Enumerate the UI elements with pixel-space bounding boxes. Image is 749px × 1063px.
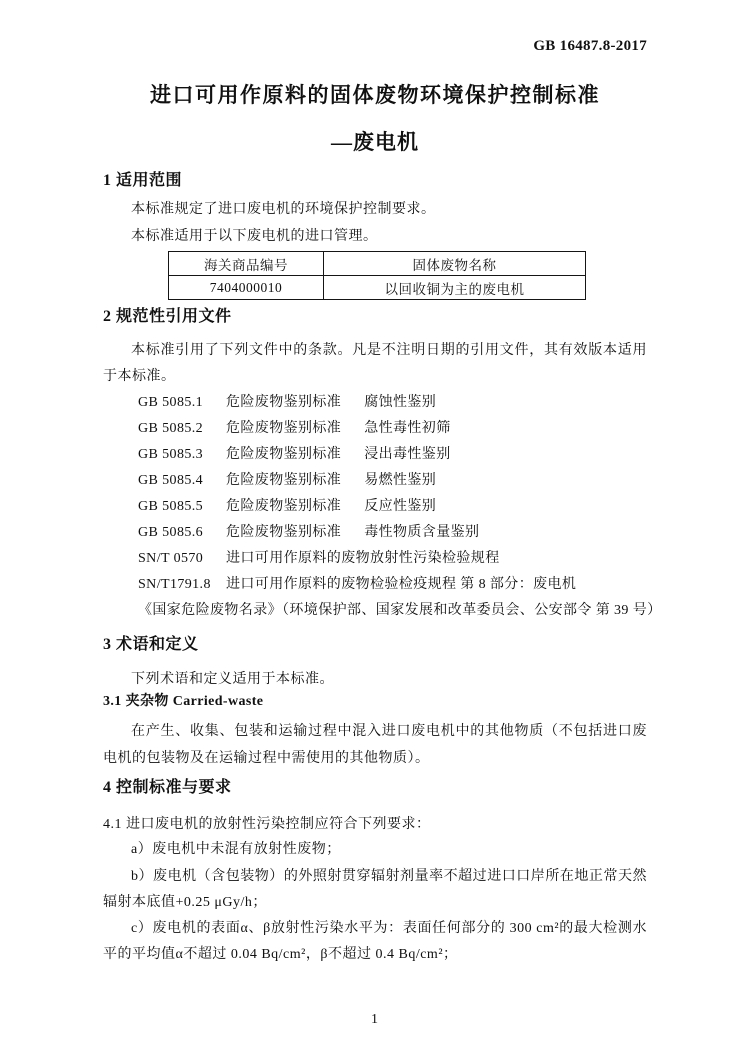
section1-paragraph1: 本标准规定了进口废电机的环境保护控制要求。	[131, 202, 436, 217]
reference-part: 急性毒性初筛	[364, 421, 451, 436]
section1-heading: 1 适用范围	[103, 172, 183, 189]
reference-name: 危险废物鉴别标准	[226, 421, 342, 436]
clause-4-1: 4.1 进口废电机的放射性污染控制应符合下列要求：	[103, 817, 431, 832]
clause-4-1-item-b: b）废电机（含包装物）的外照射贯穿辐射剂量率不超过进口口岸所在地正常天然辐射本底值+0.25 μGy/h；	[103, 869, 647, 910]
reference-item	[138, 598, 662, 624]
reference-part: 浸出毒性鉴别	[364, 447, 451, 462]
table-row	[169, 276, 586, 300]
reference-name: 危险废物鉴别标准	[226, 395, 342, 410]
reference-part: 毒性物质含量鉴别	[364, 525, 480, 540]
reference-item	[138, 546, 647, 572]
table-header-row	[169, 252, 586, 276]
clause-4-1-item-a: a）废电机中未混有放射性废物；	[131, 842, 341, 857]
reference-item	[138, 416, 647, 442]
reference-name: 进口可用作原料的废物放射性污染检验规程	[226, 551, 500, 566]
reference-name: 《国家危险废物名录》（环境保护部、国家发展和改革委员会、公安部令 第 39 号）	[138, 603, 662, 618]
reference-code: GB 5085.3	[138, 447, 204, 462]
reference-code: GB 5085.4	[138, 473, 204, 488]
table-header-waste-name: 固体废物名称	[324, 252, 586, 276]
section2-heading: 2 规范性引用文件	[103, 308, 232, 325]
customs-code-table	[168, 251, 586, 300]
reference-item	[138, 390, 647, 416]
section4-heading: 4 控制标准与要求	[103, 779, 232, 796]
section2-intro: 本标准引用了下列文件中的条款。凡是不注明日期的引用文件，其有效版本适用于本标准。	[103, 343, 647, 384]
reference-item	[138, 494, 647, 520]
reference-part: 反应性鉴别	[364, 499, 437, 514]
page-number: 1	[371, 1012, 378, 1027]
section3-heading: 3 术语和定义	[103, 636, 199, 653]
reference-code: SN/T1791.8	[138, 577, 211, 592]
table-header-customs-code: 海关商品编号	[169, 252, 324, 276]
table-cell-waste-name: 以回收铜为主的废电机	[324, 276, 586, 300]
reference-code: GB 5085.1	[138, 395, 204, 410]
reference-code: GB 5085.5	[138, 499, 204, 514]
reference-item	[138, 442, 647, 468]
reference-item	[138, 520, 647, 546]
reference-name: 危险废物鉴别标准	[226, 447, 342, 462]
document-title-line2: —废电机	[331, 130, 419, 154]
term-definition: 在产生、收集、包装和运输过程中混入进口废电机中的其他物质（不包括进口废电机的包装物及在运输过程中需使用的其他物质）。	[103, 724, 647, 766]
reference-item	[138, 468, 647, 494]
reference-part: 易燃性鉴别	[364, 473, 437, 488]
table-cell-customs-code: 7404000010	[169, 276, 324, 300]
reference-name: 危险废物鉴别标准	[226, 499, 342, 514]
reference-item	[138, 572, 647, 598]
reference-name: 危险废物鉴别标准	[226, 525, 342, 540]
standard-number: GB 16487.8-2017	[533, 38, 647, 54]
reference-code: SN/T 0570	[138, 551, 204, 566]
reference-name: 进口可用作原料的废物检验检疫规程 第 8 部分：废电机	[226, 577, 577, 592]
term-heading: 3.1 夹杂物 Carried-waste	[103, 694, 264, 709]
section3-intro: 下列术语和定义适用于本标准。	[131, 672, 334, 687]
normative-references-list	[103, 390, 662, 624]
clause-4-1-item-c: c）废电机的表面α、β放射性污染水平为：表面任何部分的 300 cm²的最大检测水平的平均值α不超过 0.04 Bq/cm²，β不超过 0.4 Bq/cm²；	[103, 921, 647, 962]
reference-name: 危险废物鉴别标准	[226, 473, 342, 488]
reference-code: GB 5085.2	[138, 421, 204, 436]
reference-part: 腐蚀性鉴别	[364, 395, 437, 410]
section1-paragraph2: 本标准适用于以下废电机的进口管理。	[131, 229, 378, 244]
reference-code: GB 5085.6	[138, 525, 204, 540]
document-title-line1: 进口可用作原料的固体废物环境保护控制标准	[150, 83, 600, 107]
